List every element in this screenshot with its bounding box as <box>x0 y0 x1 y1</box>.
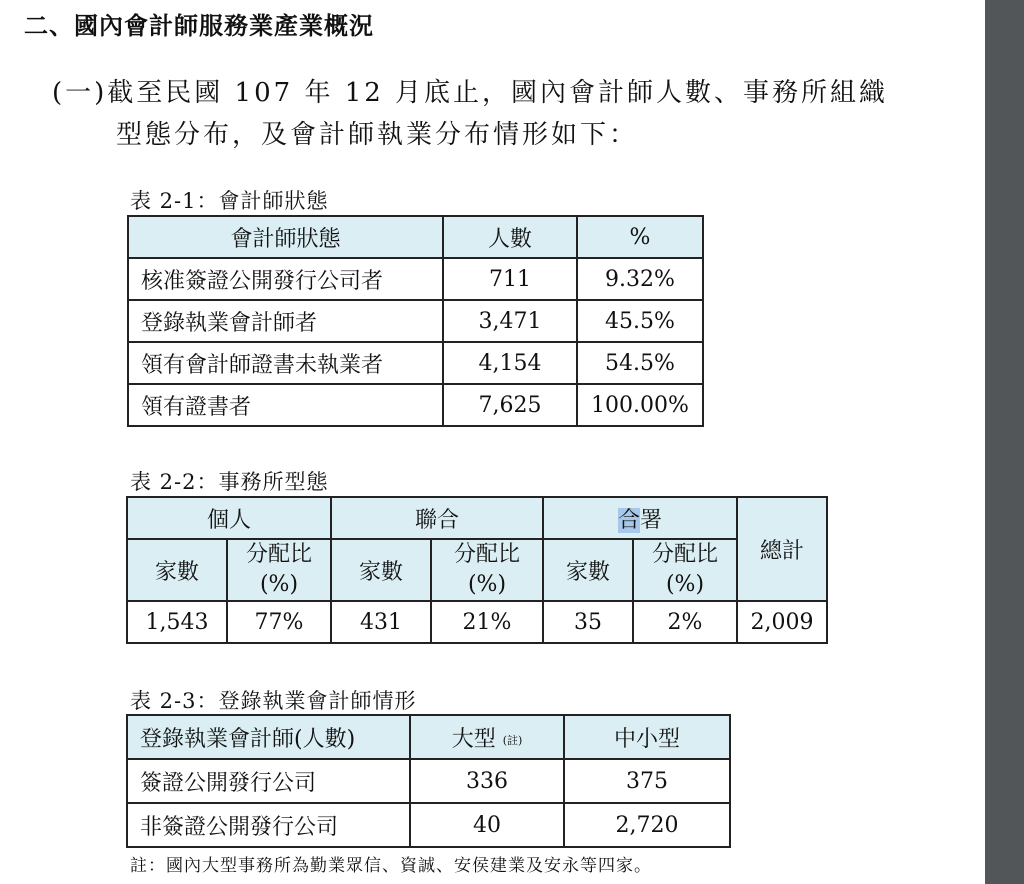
footnote-marker: (註) <box>502 733 523 747</box>
table-cell: 2,009 <box>737 601 827 643</box>
column-header: 人數 <box>443 216 577 258</box>
section-heading: 二、國內會計師服務業產業概況 <box>24 11 374 40</box>
sub-header-ratio: 分配比 (%) <box>633 539 737 601</box>
column-header: % <box>577 216 703 258</box>
table-row <box>127 759 730 803</box>
table-cell: 核准簽證公開發行公司者 <box>128 258 443 300</box>
table-row <box>128 384 703 426</box>
sub-header-ratio: 分配比 (%) <box>227 539 331 601</box>
intro-line-1: (一)截至民國 107 年 12 月底止，國內會計師人數、事務所組織 <box>52 78 889 108</box>
table-cell: 54.5% <box>577 342 703 384</box>
table-cell: 3,471 <box>443 300 577 342</box>
table-footnote: 註：國內大型事務所為勤業眾信、資誠、安侯建業及安永等四家。 <box>130 856 652 876</box>
total-header: 總計 <box>737 497 827 601</box>
column-header: 會計師狀態 <box>128 216 443 258</box>
sub-header-count: 家數 <box>543 539 633 601</box>
table-header-row <box>127 715 730 759</box>
table-cell: 1,543 <box>127 601 227 643</box>
table-cell: 9.32% <box>577 258 703 300</box>
group-header-co-located: 合署 <box>543 497 737 539</box>
table-cell: 40 <box>410 803 564 847</box>
table-row <box>127 601 827 643</box>
table-cell: 336 <box>410 759 564 803</box>
table-cell: 375 <box>564 759 730 803</box>
table-cell: 45.5% <box>577 300 703 342</box>
table-row <box>128 342 703 384</box>
table-cell: 領有證書者 <box>128 384 443 426</box>
column-header: 中小型 <box>564 715 730 759</box>
table-cell: 領有會計師證書未執業者 <box>128 342 443 384</box>
table-row <box>128 300 703 342</box>
registered-accountant-table <box>126 714 731 848</box>
group-header-joint: 聯合 <box>331 497 543 539</box>
table-cell: 100.00% <box>577 384 703 426</box>
table-cell: 4,154 <box>443 342 577 384</box>
firm-type-table <box>126 496 828 644</box>
sub-header-count: 家數 <box>127 539 227 601</box>
table-cell: 21% <box>431 601 543 643</box>
group-header-individual: 個人 <box>127 497 331 539</box>
table-cell: 非簽證公開發行公司 <box>127 803 410 847</box>
column-header: 登錄執業會計師(人數) <box>127 715 410 759</box>
table-cell: 77% <box>227 601 331 643</box>
table-cell: 登錄執業會計師者 <box>128 300 443 342</box>
table-row <box>128 258 703 300</box>
intro-line-2: 型態分布，及會計師執業分布情形如下： <box>116 120 639 150</box>
table-cell: 2,720 <box>564 803 730 847</box>
sub-header-row <box>127 539 827 601</box>
table2-caption: 表 2-2：事務所型態 <box>130 470 329 494</box>
sub-header-ratio: 分配比 (%) <box>431 539 543 601</box>
table1-caption: 表 2-1：會計師狀態 <box>130 189 329 213</box>
table-cell: 431 <box>331 601 431 643</box>
table-cell: 711 <box>443 258 577 300</box>
viewer-background <box>985 0 1024 884</box>
table-cell: 35 <box>543 601 633 643</box>
table-row <box>127 803 730 847</box>
group-header-row <box>127 497 827 539</box>
table-cell: 簽證公開發行公司 <box>127 759 410 803</box>
table3-caption: 表 2-3：登錄執業會計師情形 <box>130 689 417 713</box>
column-header: 大型 (註) <box>410 715 564 759</box>
table-header-row <box>128 216 703 258</box>
table-cell: 2% <box>633 601 737 643</box>
sub-header-count: 家數 <box>331 539 431 601</box>
table-cell: 7,625 <box>443 384 577 426</box>
accountant-status-table <box>127 215 704 427</box>
